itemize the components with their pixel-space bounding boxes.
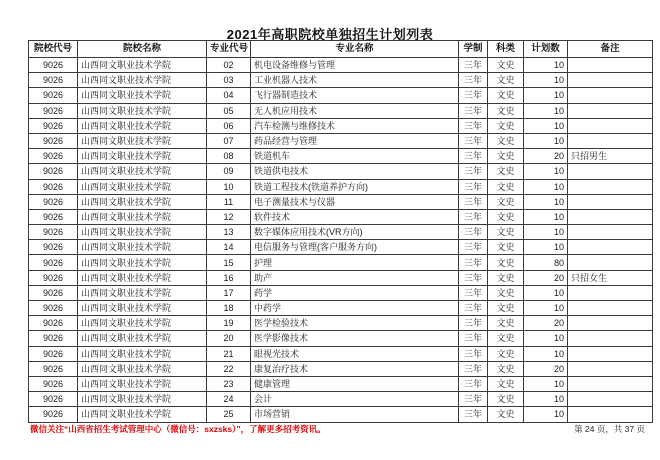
header-remark: 备注 (568, 41, 653, 58)
cell-duration: 三年 (459, 149, 488, 164)
cell-major-name: 电信服务与管理(客户服务方向) (251, 240, 459, 255)
cell-major-code: 16 (207, 270, 251, 285)
cell-major-code: 19 (207, 316, 251, 331)
cell-college-code: 9026 (29, 149, 78, 164)
cell-major-code: 20 (207, 331, 251, 346)
cell-major-code: 07 (207, 133, 251, 148)
cell-college-code: 9026 (29, 255, 78, 270)
cell-college-code: 9026 (29, 133, 78, 148)
cell-category: 文史 (488, 270, 524, 285)
cell-category: 文史 (488, 225, 524, 240)
cell-major-name: 市场营销 (251, 407, 459, 422)
cell-college-name: 山西同文职业技术学院 (78, 331, 207, 346)
table-row (29, 103, 653, 118)
cell-category: 文史 (488, 331, 524, 346)
cell-major-code: 15 (207, 255, 251, 270)
cell-college-name: 山西同文职业技术学院 (78, 255, 207, 270)
cell-remark (568, 361, 653, 376)
cell-remark (568, 73, 653, 88)
cell-major-name: 康复治疗技术 (251, 361, 459, 376)
cell-college-code: 9026 (29, 58, 78, 73)
cell-remark (568, 376, 653, 391)
cell-college-name: 山西同文职业技术学院 (78, 225, 207, 240)
header-college-code: 院校代号 (29, 41, 78, 58)
cell-duration: 三年 (459, 103, 488, 118)
cell-major-name: 数字媒体应用技术(VR方向) (251, 225, 459, 240)
cell-plan-count: 10 (524, 164, 568, 179)
cell-duration: 三年 (459, 392, 488, 407)
table-row (29, 407, 653, 422)
table-row (29, 149, 653, 164)
cell-major-code: 10 (207, 179, 251, 194)
cell-remark: 只招男生 (568, 149, 653, 164)
cell-major-code: 21 (207, 346, 251, 361)
cell-remark (568, 346, 653, 361)
table-row (29, 331, 653, 346)
cell-category: 文史 (488, 255, 524, 270)
cell-college-name: 山西同文职业技术学院 (78, 58, 207, 73)
cell-college-name: 山西同文职业技术学院 (78, 240, 207, 255)
cell-category: 文史 (488, 285, 524, 300)
table-row (29, 316, 653, 331)
cell-major-name: 汽车检测与维修技术 (251, 118, 459, 133)
cell-remark (568, 392, 653, 407)
cell-college-code: 9026 (29, 407, 78, 422)
cell-duration: 三年 (459, 194, 488, 209)
cell-remark (568, 179, 653, 194)
cell-remark (568, 331, 653, 346)
cell-remark (568, 133, 653, 148)
cell-plan-count: 10 (524, 331, 568, 346)
enrollment-plan-table (28, 40, 653, 423)
cell-college-name: 山西同文职业技术学院 (78, 361, 207, 376)
cell-major-name: 铁道机车 (251, 149, 459, 164)
cell-remark (568, 88, 653, 103)
cell-major-name: 铁道工程技术(铁道养护方向) (251, 179, 459, 194)
cell-major-code: 17 (207, 285, 251, 300)
cell-major-code: 18 (207, 301, 251, 316)
table-row (29, 118, 653, 133)
cell-duration: 三年 (459, 88, 488, 103)
cell-college-code: 9026 (29, 118, 78, 133)
cell-duration: 三年 (459, 73, 488, 88)
cell-category: 文史 (488, 103, 524, 118)
cell-duration: 三年 (459, 240, 488, 255)
cell-major-name: 无人机应用技术 (251, 103, 459, 118)
table-row (29, 73, 653, 88)
cell-plan-count: 10 (524, 225, 568, 240)
cell-college-name: 山西同文职业技术学院 (78, 149, 207, 164)
cell-plan-count: 10 (524, 73, 568, 88)
cell-category: 文史 (488, 73, 524, 88)
cell-plan-count: 20 (524, 361, 568, 376)
cell-plan-count: 10 (524, 209, 568, 224)
cell-plan-count: 10 (524, 285, 568, 300)
cell-plan-count: 10 (524, 103, 568, 118)
cell-major-name: 护理 (251, 255, 459, 270)
cell-college-name: 山西同文职业技术学院 (78, 194, 207, 209)
cell-college-code: 9026 (29, 103, 78, 118)
cell-duration: 三年 (459, 133, 488, 148)
cell-major-code: 13 (207, 225, 251, 240)
cell-college-code: 9026 (29, 331, 78, 346)
page-footer (28, 423, 645, 435)
cell-remark (568, 118, 653, 133)
cell-remark (568, 225, 653, 240)
cell-college-name: 山西同文职业技术学院 (78, 270, 207, 285)
table-row (29, 88, 653, 103)
cell-duration: 三年 (459, 255, 488, 270)
cell-plan-count: 20 (524, 270, 568, 285)
cell-remark (568, 58, 653, 73)
cell-major-code: 03 (207, 73, 251, 88)
cell-college-name: 山西同文职业技术学院 (78, 392, 207, 407)
cell-category: 文史 (488, 407, 524, 422)
cell-plan-count: 20 (524, 149, 568, 164)
table-row (29, 164, 653, 179)
cell-duration: 三年 (459, 331, 488, 346)
cell-major-code: 22 (207, 361, 251, 376)
cell-major-code: 11 (207, 194, 251, 209)
cell-major-name: 医学影像技术 (251, 331, 459, 346)
cell-major-name: 机电设备维修与管理 (251, 58, 459, 73)
table-row (29, 361, 653, 376)
table-row (29, 270, 653, 285)
cell-college-code: 9026 (29, 240, 78, 255)
cell-major-code: 08 (207, 149, 251, 164)
cell-category: 文史 (488, 316, 524, 331)
cell-category: 文史 (488, 240, 524, 255)
table-row (29, 301, 653, 316)
cell-college-name: 山西同文职业技术学院 (78, 88, 207, 103)
cell-major-code: 05 (207, 103, 251, 118)
cell-major-code: 04 (207, 88, 251, 103)
table-body (29, 58, 653, 423)
cell-category: 文史 (488, 361, 524, 376)
header-major-name: 专业名称 (251, 41, 459, 58)
cell-plan-count: 10 (524, 392, 568, 407)
cell-college-code: 9026 (29, 209, 78, 224)
cell-college-code: 9026 (29, 270, 78, 285)
cell-category: 文史 (488, 149, 524, 164)
cell-college-code: 9026 (29, 88, 78, 103)
cell-plan-count: 10 (524, 58, 568, 73)
cell-major-name: 飞行器制造技术 (251, 88, 459, 103)
cell-plan-count: 10 (524, 301, 568, 316)
cell-remark (568, 316, 653, 331)
cell-remark (568, 194, 653, 209)
cell-college-code: 9026 (29, 164, 78, 179)
cell-remark (568, 164, 653, 179)
cell-college-code: 9026 (29, 225, 78, 240)
cell-duration: 三年 (459, 316, 488, 331)
cell-college-code: 9026 (29, 301, 78, 316)
table-row (29, 376, 653, 391)
cell-major-name: 眼视光技术 (251, 346, 459, 361)
cell-college-name: 山西同文职业技术学院 (78, 164, 207, 179)
cell-college-name: 山西同文职业技术学院 (78, 179, 207, 194)
cell-college-code: 9026 (29, 194, 78, 209)
cell-plan-count: 20 (524, 316, 568, 331)
cell-college-code: 9026 (29, 285, 78, 300)
header-plan-count: 计划数 (524, 41, 568, 58)
cell-college-name: 山西同文职业技术学院 (78, 209, 207, 224)
cell-college-code: 9026 (29, 346, 78, 361)
table-row (29, 255, 653, 270)
cell-plan-count: 10 (524, 133, 568, 148)
cell-major-code: 06 (207, 118, 251, 133)
cell-category: 文史 (488, 194, 524, 209)
cell-major-code: 12 (207, 209, 251, 224)
table-row (29, 285, 653, 300)
cell-remark (568, 407, 653, 422)
cell-remark (568, 240, 653, 255)
cell-duration: 三年 (459, 407, 488, 422)
cell-college-name: 山西同文职业技术学院 (78, 346, 207, 361)
cell-plan-count: 10 (524, 346, 568, 361)
cell-category: 文史 (488, 179, 524, 194)
cell-plan-count: 80 (524, 255, 568, 270)
cell-major-code: 24 (207, 392, 251, 407)
cell-college-name: 山西同文职业技术学院 (78, 103, 207, 118)
cell-college-name: 山西同文职业技术学院 (78, 73, 207, 88)
cell-plan-count: 10 (524, 240, 568, 255)
cell-plan-count: 10 (524, 118, 568, 133)
cell-category: 文史 (488, 392, 524, 407)
cell-major-name: 健康管理 (251, 376, 459, 391)
cell-category: 文史 (488, 209, 524, 224)
cell-college-code: 9026 (29, 361, 78, 376)
table-row (29, 225, 653, 240)
table-row (29, 346, 653, 361)
table-row (29, 194, 653, 209)
cell-major-name: 电子测量技术与仪器 (251, 194, 459, 209)
cell-category: 文史 (488, 133, 524, 148)
cell-duration: 三年 (459, 118, 488, 133)
header-major-code: 专业代号 (207, 41, 251, 58)
header-category: 科类 (488, 41, 524, 58)
cell-major-name: 软件技术 (251, 209, 459, 224)
cell-college-name: 山西同文职业技术学院 (78, 407, 207, 422)
cell-duration: 三年 (459, 361, 488, 376)
page-number: 第 24 页，共 37 页 (574, 424, 645, 434)
cell-major-code: 25 (207, 407, 251, 422)
cell-college-name: 山西同文职业技术学院 (78, 376, 207, 391)
cell-college-code: 9026 (29, 73, 78, 88)
cell-major-name: 药品经营与管理 (251, 133, 459, 148)
cell-plan-count: 10 (524, 179, 568, 194)
cell-major-code: 14 (207, 240, 251, 255)
table-row (29, 58, 653, 73)
cell-duration: 三年 (459, 225, 488, 240)
cell-duration: 三年 (459, 58, 488, 73)
cell-duration: 三年 (459, 179, 488, 194)
cell-major-name: 铁道供电技术 (251, 164, 459, 179)
cell-major-code: 02 (207, 58, 251, 73)
cell-remark (568, 255, 653, 270)
table-header-row (29, 41, 653, 58)
cell-duration: 三年 (459, 209, 488, 224)
table-row (29, 240, 653, 255)
cell-category: 文史 (488, 88, 524, 103)
cell-category: 文史 (488, 58, 524, 73)
cell-duration: 三年 (459, 164, 488, 179)
cell-plan-count: 10 (524, 194, 568, 209)
cell-major-code: 23 (207, 376, 251, 391)
cell-duration: 三年 (459, 270, 488, 285)
cell-major-name: 中药学 (251, 301, 459, 316)
cell-category: 文史 (488, 346, 524, 361)
table-row (29, 179, 653, 194)
cell-major-name: 会计 (251, 392, 459, 407)
cell-duration: 三年 (459, 376, 488, 391)
cell-remark (568, 209, 653, 224)
header-duration: 学制 (459, 41, 488, 58)
cell-college-code: 9026 (29, 376, 78, 391)
cell-category: 文史 (488, 376, 524, 391)
header-college-name: 院校名称 (78, 41, 207, 58)
cell-college-code: 9026 (29, 316, 78, 331)
cell-major-name: 药学 (251, 285, 459, 300)
cell-category: 文史 (488, 301, 524, 316)
cell-remark (568, 285, 653, 300)
cell-major-name: 医学检验技术 (251, 316, 459, 331)
table-header (29, 41, 653, 58)
cell-college-name: 山西同文职业技术学院 (78, 301, 207, 316)
cell-duration: 三年 (459, 346, 488, 361)
page-title: 2021年高职院校单独招生计划列表 (226, 27, 434, 42)
cell-plan-count: 10 (524, 88, 568, 103)
cell-major-code: 09 (207, 164, 251, 179)
cell-college-name: 山西同文职业技术学院 (78, 118, 207, 133)
cell-duration: 三年 (459, 301, 488, 316)
cell-college-name: 山西同文职业技术学院 (78, 133, 207, 148)
cell-category: 文史 (488, 118, 524, 133)
cell-remark: 只招女生 (568, 270, 653, 285)
table-row (29, 209, 653, 224)
cell-major-name: 工业机器人技术 (251, 73, 459, 88)
cell-remark (568, 103, 653, 118)
cell-plan-count: 10 (524, 376, 568, 391)
cell-major-name: 助产 (251, 270, 459, 285)
table-row (29, 392, 653, 407)
cell-remark (568, 301, 653, 316)
cell-college-code: 9026 (29, 392, 78, 407)
cell-plan-count: 10 (524, 407, 568, 422)
cell-college-name: 山西同文职业技术学院 (78, 316, 207, 331)
cell-category: 文史 (488, 164, 524, 179)
cell-college-name: 山西同文职业技术学院 (78, 285, 207, 300)
table-row (29, 133, 653, 148)
cell-college-code: 9026 (29, 179, 78, 194)
cell-duration: 三年 (459, 285, 488, 300)
wechat-notice: 微信关注“山西省招生考试管理中心（微信号：sxzsks）”，了解更多招考资讯。 (30, 424, 326, 434)
